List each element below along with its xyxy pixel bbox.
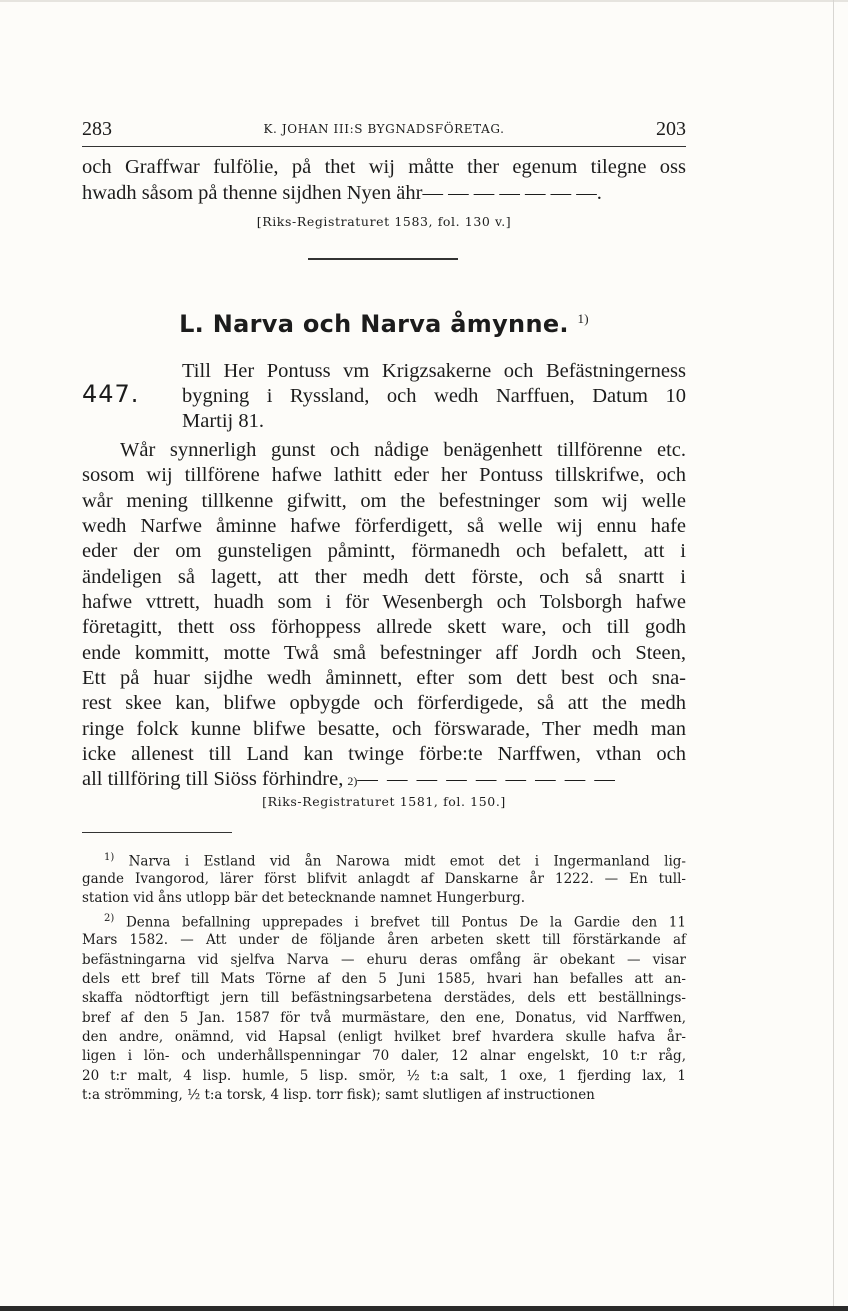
footnote-2-line: skaffa nödtorftigt jern till befästningsarbetena derstädes, dels ett beställnings- [82,990,686,1006]
book-page [82,112,686,1103]
body-line: Ett på huar sijdhe wedh åminnett, efter som dett best och sna- [82,667,686,689]
document-title-line: bygning i Ryssland, och wedh Narffuen, Datum 10 [182,385,686,407]
body-line: eder der om gunsteligen påmintt, förmanedh och befalett, att i [82,540,686,562]
continuation-citation: [Riks-Registraturet 1583, fol. 130 v.] [256,214,512,229]
section-heading [82,310,686,338]
body-line: all tillföring till Siöss förhindre, [82,768,344,790]
scan-edge-right [833,0,834,1311]
footnote-2-line: ligen i lön- och underhållspenningar 70 daler, 12 alnar engelskt, 10 t:r råg, [82,1048,686,1064]
body-dashes: — — — — — — — — — [357,768,617,790]
scan-edge-top [0,0,848,2]
left-page-number: 283 [82,118,112,140]
body-line: wedh Narfwe åminne hafwe förferdigett, så welle wij ennu hafe [82,515,686,537]
body-line: icke allenest till Land kan twinge förbe:te Narffwen, vthan och [82,743,686,765]
body-line: rest skee kan, blifwe opbygde och förferdigede, så att the medh [82,692,686,714]
body-last-line [82,768,686,791]
body-line: ringe folck kunne blifwe besatte, och förswarade, Ther medh man [82,718,686,740]
footnote-2-line: den andre, onämnd, vid Hapsal (enligt hvilket bref hvardera skulle hafva år- [82,1029,686,1045]
footnote-2-text: Denna befallning upprepades i brefvet till Pontus De la Gardie den 11 [125,914,686,931]
document-citation: [Riks-Registraturet 1581, fol. 150.] [262,794,506,809]
footnote-2-line: t:a strömming, ½ t:a torsk, 4 lisp. torr fisk); samt slutligen af instructionen [82,1087,595,1103]
scan-edge-bottom [0,1306,848,1311]
page-header [82,112,686,147]
body-line: ändeligen så lagett, att ther medh dett förste, och så snartt i [82,566,686,588]
document-title-line: Martij 81. [182,410,264,432]
footnote-2-line: 20 t:r malt, 4 lisp. humle, 5 lisp. smör, ½ t:a salt, 1 oxe, 1 fjerding lax, 1 [82,1068,686,1084]
footnote-2-line: befästningarna vid sjelfva Narva — ehuru deras omfång är obekant — visar [82,952,686,968]
body-line: sosom wij tillförene hafwe lathitt eder her Pontuss tillskrifwe, och [82,464,686,486]
body-line: ende kommitt, motte Twå små befestninger aff Jordh och Steen, [82,642,686,664]
footnote-2-marker: 2) [104,913,115,924]
running-title: K. JOHAN III:S BYGNADSFÖRETAG. [263,122,505,136]
footnote-1-text: Narva i Estland vid ån Narowa midt emot det i Ingermanland lig- [128,853,686,870]
footnote-2-line: Mars 1582. — Att under de följande åren arbeten skett till förstärkande af [82,932,686,948]
body-line: företagitt, thett oss förhoppess allrede skett ware, och till godh [82,616,686,638]
body-line: Wår synnerligh gunst och nådige benägenhett tillförenne etc. [120,439,686,461]
section-divider [308,258,458,260]
footnote-1-line: gande Ivangorod, lärer först blifvit anlagdt af Danskarne år 1222. — En tull- [82,871,686,887]
footnote-1-line: station vid åns utlopp bär det betecknande namnet Hungerburg. [82,890,526,906]
footnote-2-line [104,913,686,931]
footnote-2-line: dels ett bref till Mats Törne af den 5 Juni 1585, hvari han befalles att an- [82,971,686,987]
footnote-2-line: bref af den 5 Jan. 1587 för två murmästare, den ene, Donatus, vid Narffwen, [82,1010,686,1026]
document-number: 447. [82,380,140,408]
document-title-line: Till Her Pontuss vm Krigzsakerne och Befästningerness [182,360,686,382]
footnote-1-marker: 1) [104,852,115,863]
continuation-line: och Graffwar fulfölie, på thet wij måtte ther egenum tilegne oss [82,156,686,178]
footnote-separator [82,832,232,833]
footnote-1-line [104,852,686,870]
body-note-marker: 2) [347,774,358,788]
right-page-number: 203 [656,118,686,140]
section-heading-text: L. Narva och Narva åmynne. [179,310,569,338]
continuation-line: hwadh såsom på thenne sijdhen Nyen ähr— — — — — — —. [82,182,602,204]
body-line: hafwe vttrett, huadh som i för Wesenbergh och Tolsborgh hafwe [82,591,686,613]
body-line: wår mening tillkenne gifwitt, om the befestninger som wij welle [82,490,686,512]
section-heading-note-marker: 1) [577,311,589,326]
